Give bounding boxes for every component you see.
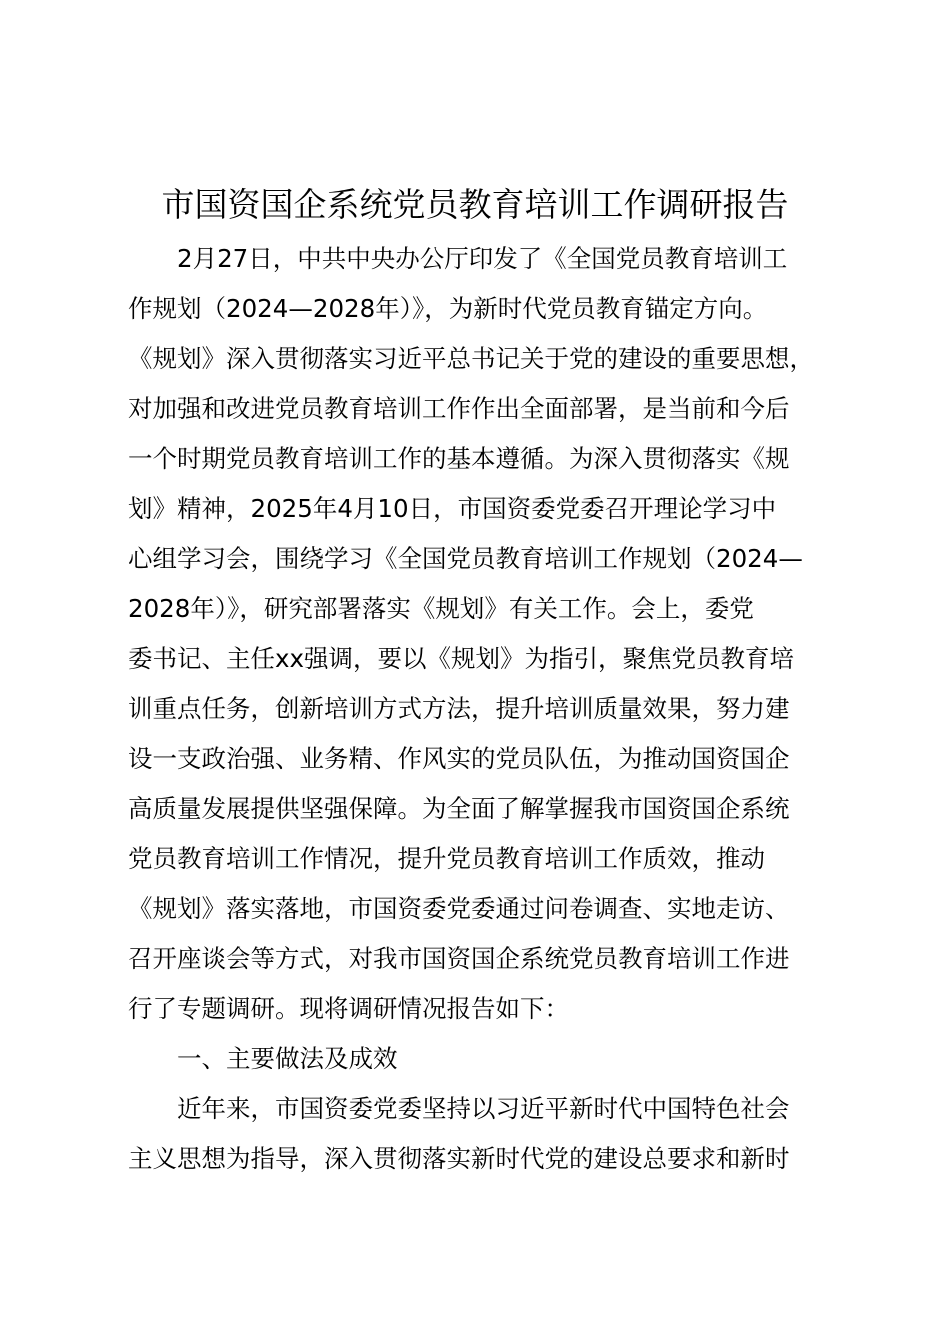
paragraph-line: 设一支政治强、业务精、作风实的党员队伍，为推动国资国企 <box>128 744 790 773</box>
paragraph-line: 党员教育培训工作情况，提升党员教育培训工作质效，推动 <box>128 844 765 873</box>
paragraph-line: 对加强和改进党员教育培训工作作出全面部署，是当前和今后 <box>128 394 790 423</box>
document-body <box>128 234 848 1184</box>
paragraph-line: 划》精神，2025年4月10日，市国资委党委召开理论学习中 <box>128 494 777 523</box>
paragraph-line: 高质量发展提供坚强保障。为全面了解掌握我市国资国企系统 <box>128 794 790 823</box>
paragraph-line: 心组学习会，围绕学习《全国党员教育培训工作规划（2024— <box>128 544 803 573</box>
paragraph-line: 《规划》深入贯彻落实习近平总书记关于党的建设的重要思想， <box>128 344 814 373</box>
paragraph-line: 作规划（2024—2028年）》，为新时代党员教育锚定方向。 <box>128 294 768 323</box>
paragraph-line: 训重点任务，创新培训方式方法，提升培训质量效果，努力建 <box>128 694 790 723</box>
document-title: 市国资国企系统党员教育培训工作调研报告 <box>161 185 789 224</box>
paragraph-line: 近年来，市国资委党委坚持以习近平新时代中国特色社会 <box>177 1094 790 1123</box>
paragraph-line: 2月27日，中共中央办公厅印发了《全国党员教育培训工 <box>177 244 788 273</box>
paragraph-line: 委书记、主任xx强调，要以《规划》为指引，聚焦党员教育培 <box>128 644 794 673</box>
paragraph-line: 召开座谈会等方式，对我市国资国企系统党员教育培训工作进 <box>128 944 790 973</box>
paragraph-line: 主义思想为指导，深入贯彻落实新时代党的建设总要求和新时 <box>128 1144 790 1173</box>
paragraph-line: 2028年）》，研究部署落实《规划》有关工作。会上，委党 <box>128 594 754 623</box>
section-heading: 一、主要做法及成效 <box>177 1044 398 1073</box>
paragraph-line: 一个时期党员教育培训工作的基本遵循。为深入贯彻落实《规 <box>128 444 790 473</box>
paragraph-line: 《规划》落实落地，市国资委党委通过问卷调查、实地走访、 <box>128 894 790 923</box>
paragraph-line: 行了专题调研。现将调研情况报告如下： <box>128 994 569 1023</box>
